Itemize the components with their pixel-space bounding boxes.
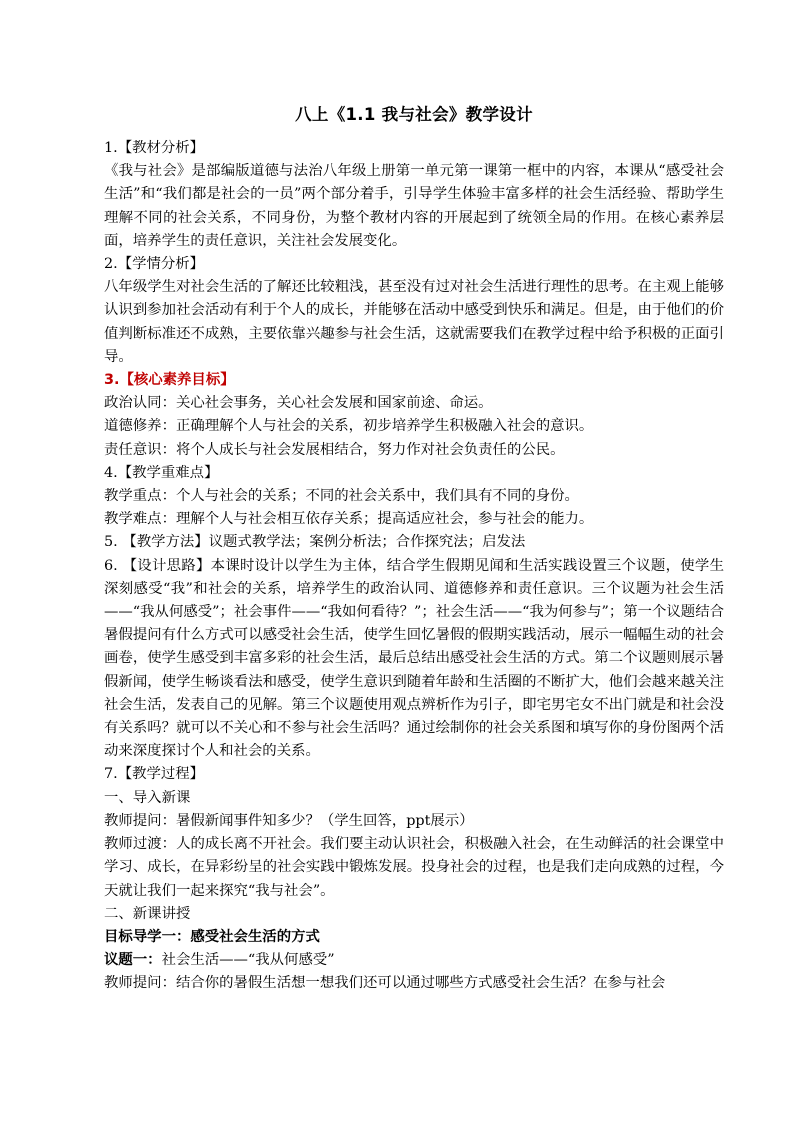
teacher-question-2: 教师提问：结合你的暑假生活想一想我们还可以通过哪些方式感受社会生活？在参与社会 bbox=[104, 975, 666, 992]
heading-text: 7.【教学过程】 bbox=[104, 766, 205, 783]
teacher-question-1: 教师提问：暑假新闻事件知多少？（学生回答，ppt展示） bbox=[104, 812, 474, 829]
goal-guide-1: 目标导学一：感受社会生活的方式 bbox=[104, 928, 320, 945]
teacher-transition: 教师过渡：人的成长离不开社会。我们要主动认识社会，积极融入社会，在生动鲜活的社会课堂中学习、成长，在异彩纷呈的社会实践中锻炼发展。投身社会的过程，也是我们走向成熟的过程，今天就让我们一起来探究“我与社会”。 bbox=[104, 836, 724, 899]
heading-text: 2.【学情分析】 bbox=[104, 256, 205, 273]
topic-text: 社会生活——“我从何感受” bbox=[161, 952, 335, 969]
heading-text: 1.【教材分析】 bbox=[104, 140, 205, 156]
heading-text: 5. 【教学方法】 bbox=[104, 534, 209, 551]
design-text: 本课时设计以学生为主体，结合学生假期见闻和生活实践设置三个议题，使学生深刻感受“我”和社会的关系，培养学生的政治认同、道德修养和责任意识。三个议题为社会生活——“我从何感受”；社会事件——“我如何看待？”；社会生活——“我为何参与”；第一个议题结合暑假提问有什么方式可以感受社会生活，使学生回忆暑假的假期实践活动，展示一幅幅生动的社会画卷，使学生感受到丰富多彩的社会生活，最后总结出感受社会生活的方式。第二个议题则展示暑假新闻，使学生畅谈看法和感受，使学生意识到随着年龄和生活圈的不断扩大，他们会越来越关注社会生活，发表自己的见解。第三个议题使用观点辨析作为引子，即宅男宅女不出门就是和社会没有关系吗？就可以不关心和不参与社会生活吗？通过绘制你的社会关系图和填写你的身份图两个活动来深度探讨个人和社会的关系。 bbox=[104, 557, 724, 760]
section-heading-student-analysis bbox=[104, 253, 724, 276]
heading-text: 4.【教学重难点】 bbox=[104, 464, 219, 481]
document-body bbox=[104, 104, 724, 996]
section-heading-teaching-process bbox=[104, 763, 724, 786]
paragraph-student-analysis bbox=[104, 276, 724, 369]
key-point-difficulty: 教学难点：理解个人与社会相互依存关系；提高适应社会，参与社会的能力。 bbox=[104, 511, 594, 528]
goal-moral-cultivation: 道德修养：正确理解个人与社会的关系，初步培养学生积极融入社会的意识。 bbox=[104, 418, 594, 435]
paragraph-textbook-analysis bbox=[104, 160, 724, 253]
paragraph-text: 《我与社会》是部编版道德与法治八年级上册第一单元第一课第一框中的内容，本课从“感受社会生活”和“我们都是社会的一员”两个部分着手，引导学生体验丰富多样的社会生活经验、帮助学生理解不同的社会关系，不同身份，为整个教材内容的开展起到了统领全局的作用。在核心素养层面，培养学生的责任意识，关注社会发展变化。 bbox=[104, 163, 724, 249]
method-text: 议题式教学法；案例分析法；合作探究法；启发法 bbox=[208, 534, 526, 551]
section-heading-key-points bbox=[104, 462, 724, 485]
section-design-idea bbox=[104, 555, 724, 764]
document-title: 八上《1.1 我与社会》教学设计 bbox=[295, 105, 533, 124]
key-point-focus: 教学重点：个人与社会的关系；不同的社会关系中，我们具有不同的身份。 bbox=[104, 488, 579, 505]
subheading-introduction: 一、导入新课 bbox=[104, 789, 191, 806]
section-heading-textbook-analysis bbox=[104, 137, 724, 160]
paragraph-text: 八年级学生对社会生活的了解还比较粗浅，甚至没有过对社会生活进行理性的思考。在主观上能够认识到参加社会活动有利于个人的成长，并能够在活动中感受到快乐和满足。但是，由于他们的价值判断标准还不成熟，主要依靠兴趣参与社会生活，这就需要我们在教学过程中给予积极的正面引导。 bbox=[104, 279, 724, 365]
subheading-new-lesson: 二、新课讲授 bbox=[104, 905, 191, 922]
topic-label: 议题一： bbox=[104, 952, 162, 969]
goal-political-identity: 政治认同：关心社会事务，关心社会发展和国家前途、命运。 bbox=[104, 395, 493, 412]
heading-text-red: 3.【核心素养目标】 bbox=[104, 372, 235, 389]
section-heading-core-goals bbox=[104, 369, 724, 392]
heading-text: 6. 【设计思路】 bbox=[104, 557, 211, 574]
section-teaching-method bbox=[104, 531, 724, 554]
topic-1 bbox=[104, 949, 724, 972]
goal-responsibility: 责任意识：将个人成长与社会发展相结合，努力作对社会负责任的公民。 bbox=[104, 441, 565, 458]
